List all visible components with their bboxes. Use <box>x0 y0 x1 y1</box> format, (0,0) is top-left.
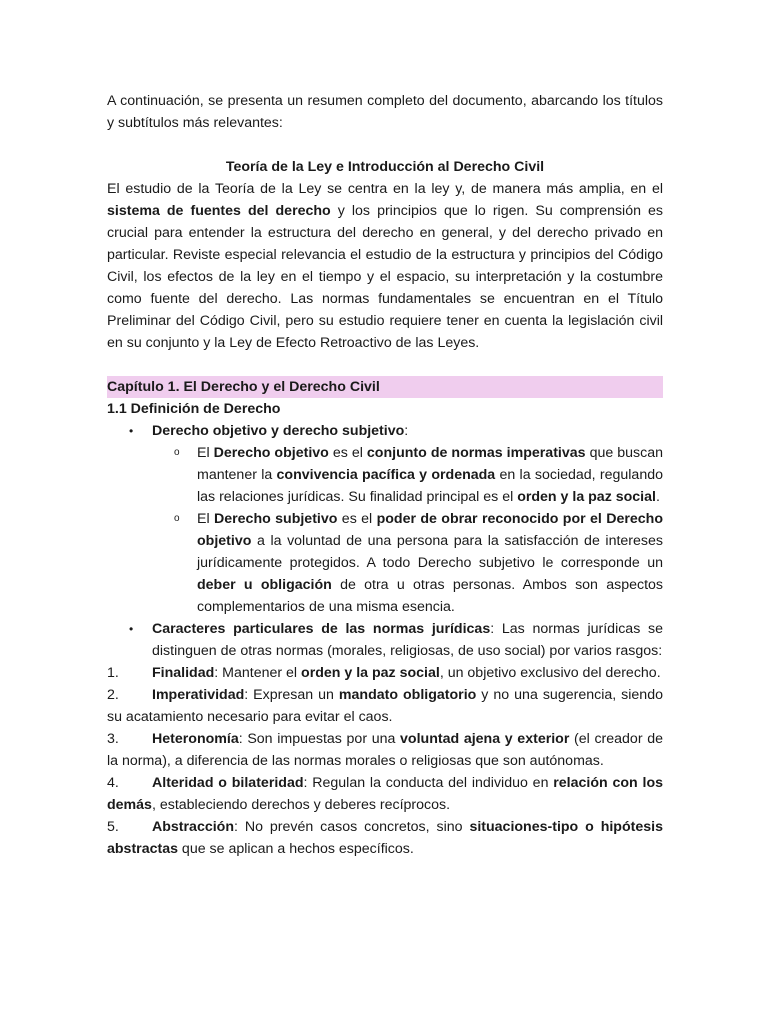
bold-run: conjunto de normas imperativas <box>366 445 586 461</box>
numbered-item <box>107 684 663 728</box>
text-run: , estableciendo derechos y deberes recíprocos. <box>151 797 451 813</box>
sub-list-item <box>152 442 663 508</box>
text-run: : Mantener el <box>214 665 302 681</box>
text-run: : Las normas jurídicas se distinguen de otras normas (morales, religiosas, de uso social) por varios rasgos: <box>152 621 663 659</box>
text-run: en la sociedad, regulando las relaciones jurídicas. Su finalidad principal es el <box>197 467 663 505</box>
text-run: es el <box>328 445 367 461</box>
document-content <box>107 90 663 860</box>
item-label: Heteronomía <box>152 731 239 747</box>
text-run: El <box>197 511 214 527</box>
sub-bullet-list <box>152 442 663 618</box>
item-number: 3. <box>107 731 119 747</box>
section-heading: 1.1 Definición de Derecho <box>107 401 281 417</box>
text-run: : Son impuestas por una <box>238 731 401 747</box>
bold-run: deber u obligación <box>197 577 332 593</box>
bold-run: convivencia pacífica y ordenada <box>276 467 496 483</box>
numbered-list <box>107 662 663 860</box>
bold-run: Derecho subjetivo <box>214 511 338 527</box>
circle-marker: o <box>174 513 180 524</box>
text-run: El <box>197 445 214 461</box>
bullet-label: Caracteres particulares de las normas jurídicas <box>152 621 491 637</box>
item-label: Imperatividad <box>152 687 245 703</box>
text-run: El estudio de la Teoría de la Ley se centra en la ley y, de manera más amplia, en el <box>107 181 663 197</box>
text-run: es el <box>337 511 377 527</box>
bold-run: orden y la paz social <box>517 489 656 505</box>
numbered-item <box>107 772 663 816</box>
bold-run: situaciones-tipo o hipótesis abstractas <box>107 819 663 857</box>
bullet-list <box>107 420 663 442</box>
chapter-heading: Capítulo 1. El Derecho y el Derecho Civil <box>107 376 663 398</box>
bold-run: Derecho objetivo <box>213 445 329 461</box>
bullet-marker: • <box>129 622 134 636</box>
numbered-item <box>107 816 663 860</box>
item-number: 2. <box>107 687 119 703</box>
bold-run: voluntad ajena y exterior <box>400 731 570 747</box>
item-number: 4. <box>107 775 119 791</box>
numbered-item <box>107 728 663 772</box>
text-run: : <box>404 423 409 439</box>
text-run: a la voluntad de una persona para la satisfacción de intereses jurídicamente protegidos. A todo Derecho subjetivo le corresponde un <box>197 533 663 571</box>
list-item <box>107 420 663 442</box>
bold-run: sistema de fuentes del derecho <box>107 203 331 219</box>
bullet-marker: • <box>129 424 134 438</box>
circle-marker: o <box>174 447 180 458</box>
bold-run: orden y la paz social <box>301 665 440 681</box>
text-run: , un objetivo exclusivo del derecho. <box>439 665 661 681</box>
list-item <box>107 618 663 662</box>
body-paragraph <box>107 178 663 354</box>
bold-run: relación con los demás <box>107 775 664 813</box>
text-run: : No prevén casos concretos, sino <box>234 819 470 835</box>
bold-run: poder de obrar reconocido por el Derecho objetivo <box>197 511 663 549</box>
text-run: que buscan mantener la <box>197 445 664 483</box>
item-label: Finalidad <box>152 665 215 681</box>
numbered-item <box>107 662 663 684</box>
text-run: (el creador de la norma), a diferencia de las normas morales o religiosas que son autónomas. <box>107 731 663 769</box>
text-run: y no una sugerencia, siendo su acatamiento necesario para evitar el caos. <box>107 687 663 725</box>
bullet-label: Derecho objetivo y derecho subjetivo <box>152 423 405 439</box>
document-title: Teoría de la Ley e Introducción al Derecho Civil <box>225 159 545 175</box>
bold-run: mandato obligatorio <box>338 687 477 703</box>
item-label: Alteridad o bilateridad <box>152 775 304 791</box>
text-run: : Expresan un <box>244 687 339 703</box>
text-run: y los principios que lo rigen. Su comprensión es crucial para entender la estructura del derecho en general, y del derecho privado en particular. Reviste especial relevancia el estudio de la estructura y principios del Código Civil, los efectos de la ley en el tiempo y el espacio, su interpretación y la costumbre como fuente del derecho. Las normas fundamentales se encuentran en el Título Preliminar del Código Civil, pero su estudio requiere tener en cuenta la legislación civil en su conjunto y la Ley de Efecto Retroactivo de las Leyes. <box>107 203 664 351</box>
item-number: 1. <box>107 665 119 681</box>
text-run: que se aplican a hechos específicos. <box>177 841 414 857</box>
text-run: de otra u otras personas. Ambos son aspectos complementarios de una misma esencia. <box>197 577 664 615</box>
sub-list-item <box>152 508 663 618</box>
text-run: : Regulan la conducta del individuo en <box>303 775 554 791</box>
item-label: Abstracción <box>152 819 234 835</box>
bullet-list <box>107 618 663 662</box>
intro-paragraph: A continuación, se presenta un resumen completo del documento, abarcando los títulos y subtítulos más relevantes: <box>107 93 663 131</box>
text-run: . <box>655 489 660 505</box>
item-number: 5. <box>107 819 119 835</box>
